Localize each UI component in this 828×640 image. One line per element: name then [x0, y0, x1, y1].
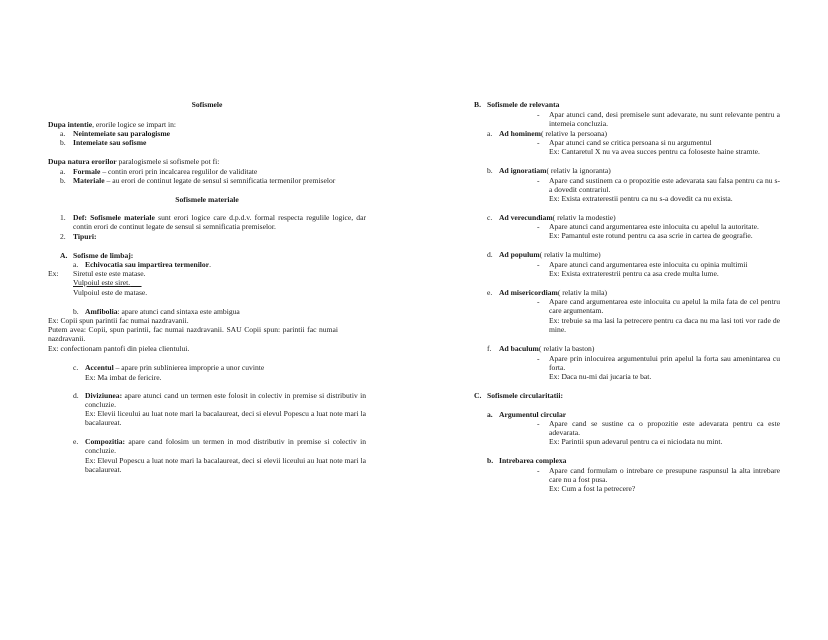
- example-line: Siretul este este matase.: [73, 269, 146, 278]
- item-a-mark: a.: [73, 260, 79, 269]
- item-description: Apare prin inlocuirea argumentului prin apelul la forta sau amenintarea cu forta.: [549, 354, 780, 372]
- item-example: Ex: Parintii spun adevarul pentru ca ei niciodata nu mint.: [549, 437, 723, 446]
- section-c-label: Sofismele circularitatii:: [487, 391, 563, 400]
- nature-item-material: Materiale – au erori de continut legate de sensul si semnificatia termenilor premiselor: [73, 176, 336, 185]
- example-text: Ex: Elevul Popescu a luat note mari la bacalaureat, deci si elevii liceului au luat note mari la bacalaureat.: [85, 456, 366, 474]
- item-e-mark: e.: [73, 437, 79, 446]
- item-d-mark: d.: [73, 391, 79, 400]
- section-b-label: Sofismele de relevanta: [487, 100, 560, 109]
- item-b-amfibolia: Amfibolia: apare atunci cand sintaxa este ambigua: [85, 307, 240, 316]
- item-example: Ex: Cum a fost la petrecere?: [549, 484, 636, 493]
- item-c-accentul: Accentul – apare prin sublinierea improprie a unor cuvinte: [85, 363, 265, 372]
- item-mark: c.: [487, 213, 493, 222]
- definition: Def: Sofismele materiale sunt erori logice care d.p.d.v. formal respecta regulile logice, dar contin erori de continut legate de sensul si semnificatia premiselor.: [73, 213, 367, 231]
- example-text: Ex: Copii spun parintii fac numai nazdravanii.: [48, 316, 189, 325]
- item-example: Ex: Pamantul este rotund pentru ca asa scrie in cartea de geografie.: [549, 231, 753, 240]
- circ-item-intrebarea-complexa: Intrebarea complexa: [499, 456, 567, 465]
- item-mark: f.: [487, 344, 492, 353]
- item-ad-baculum: Ad baculum( relativ la baston): [499, 344, 595, 353]
- item-example: Ex: Exista extraterestrii pentru ca asa crede multa lume.: [549, 269, 719, 278]
- item-example: Ex: Daca nu-mi dai jucaria te bat.: [549, 372, 652, 381]
- example-text: Ex: Elevii liceului au luat note mari la bacalaureat, deci si elevul Popescu a luat note mari la bacalaureat.: [85, 409, 366, 427]
- circ-item-mark: a.: [487, 410, 493, 419]
- definition-mark: 1.: [60, 213, 66, 222]
- types-label: Tipuri:: [73, 232, 97, 241]
- circ-item-argument-circular: Argumentul circular: [499, 410, 567, 419]
- circ-item-mark: b.: [487, 456, 494, 465]
- page-title: Sofismele: [191, 100, 223, 109]
- item-mark: a.: [487, 129, 493, 138]
- section-c-mark: C.: [474, 391, 482, 400]
- nature-item-formal: Formale – contin erori prin incalcarea regulilor de validitate: [73, 167, 258, 176]
- item-ad-verecundiam: Ad verecundiam( relativ la modestie): [499, 213, 616, 222]
- item-ad-populum: Ad populum( relativ la multime): [499, 250, 601, 259]
- section-a-label: Sofisme de limbaj:: [73, 251, 134, 260]
- nature-heading: Dupa natura erorilor paralogismele si sofismele pot fi:: [48, 157, 220, 166]
- item-description: Apar atunci cand se critica persoana si nu argumentul: [549, 138, 712, 147]
- dash: -: [537, 110, 540, 119]
- item-description: Apare atunci cand argumentarea este inlocuita cu apelul la autoritate.: [549, 222, 759, 231]
- item-description: Apare cand se sustine ca o propozitie este adevarata pentru ca este adevarata.: [549, 419, 780, 437]
- item-b-mark: b.: [73, 307, 79, 316]
- item-ad-hominem: Ad hominem( relative la persoana): [499, 129, 607, 138]
- example-text: Ex: Ma imbat de fericire.: [85, 373, 162, 382]
- dash: -: [537, 354, 540, 363]
- intent-item: a.: [60, 129, 66, 138]
- item-example: Ex: Cantaretul X nu va avea succes pentru ca foloseste haine stramte.: [549, 147, 760, 156]
- item-e-compozitia: Compozitia: apare cand folosim un termen in mod distributiv in premise si colectiv in concluzie.: [85, 437, 366, 455]
- section-subtitle: Sofismele materiale: [175, 195, 239, 204]
- intent-item-text: Neintemeiate sau paralogisme: [73, 129, 171, 138]
- types-mark: 2.: [60, 232, 66, 241]
- dash: -: [537, 222, 540, 231]
- nature-item-mark: a.: [60, 167, 66, 176]
- item-d-diviziunea: Diviziunea: apare atunci cand un termen este folosit in colectiv in premise si distributiv in concluzie.: [85, 391, 366, 409]
- section-a-mark: A.: [60, 251, 68, 260]
- item-description: Apare cand argumentarea este inlocuita cu apelul la mila fata de cel pentru care argumentam.: [549, 297, 780, 315]
- item-description: Apare cand formulam o intrebare ce presupune raspunsul la alta intrebare care nu a fost pusa.: [549, 466, 780, 484]
- example-label: Ex:: [48, 269, 59, 278]
- example-text: Putem avea: Copii, spun parintii, fac numai nazdravanii. SAU Copii spun: parintii fac numai nazdravanii.: [48, 325, 338, 343]
- intent-heading: Dupa intentie, erorile logice se impart in:: [48, 120, 177, 129]
- example-text: Ex: confectionam pantofi din pielea clientului.: [48, 344, 190, 353]
- section-b-mark: B.: [474, 100, 481, 109]
- dash: -: [537, 466, 540, 475]
- item-mark: b.: [487, 166, 493, 175]
- dash: -: [537, 297, 540, 306]
- intent-item-text: Intemeiate sau sofisme: [73, 138, 147, 147]
- dash: -: [537, 260, 540, 269]
- example-line: Vulpoiul este siret.: [73, 278, 131, 287]
- item-mark: d.: [487, 250, 493, 259]
- section-b-text: Apar atunci cand, desi premisele sunt adevarate, nu sunt relevante pentru a intemeia concluzia.: [549, 110, 780, 128]
- item-description: Apare cand sustinem ca o propozitie este adevarata sau falsa pentru ca nu s-a dovedit contrariul.: [549, 176, 780, 194]
- example-line: Vulpoiul este de matase.: [73, 288, 148, 297]
- dash: -: [537, 176, 540, 185]
- item-ad-ignoratiam: Ad ignoratiam( relativ la ignoranta): [499, 166, 611, 175]
- item-example: Ex: trebuie sa ma lasi la petrecere pentru ca daca nu ma lasi toti vor rade de mine.: [549, 316, 780, 334]
- intent-item: b.: [60, 138, 66, 147]
- item-c-mark: c.: [73, 363, 79, 372]
- item-example: Ex: Exista extraterestii pentru ca nu s-a dovedit ca nu exista.: [549, 194, 733, 203]
- nature-item-mark: b.: [60, 176, 66, 185]
- dash: -: [537, 138, 540, 147]
- item-a-label: Echivocatia sau impartirea termenilor.: [85, 260, 211, 269]
- item-description: Apare atunci cand argumentarea este inlocuita cu opinia multimii: [549, 260, 748, 269]
- item-mark: e.: [487, 288, 493, 297]
- dash: -: [537, 419, 540, 428]
- item-ad-misericordiam: Ad misericordiam( relativ la mila): [499, 288, 607, 297]
